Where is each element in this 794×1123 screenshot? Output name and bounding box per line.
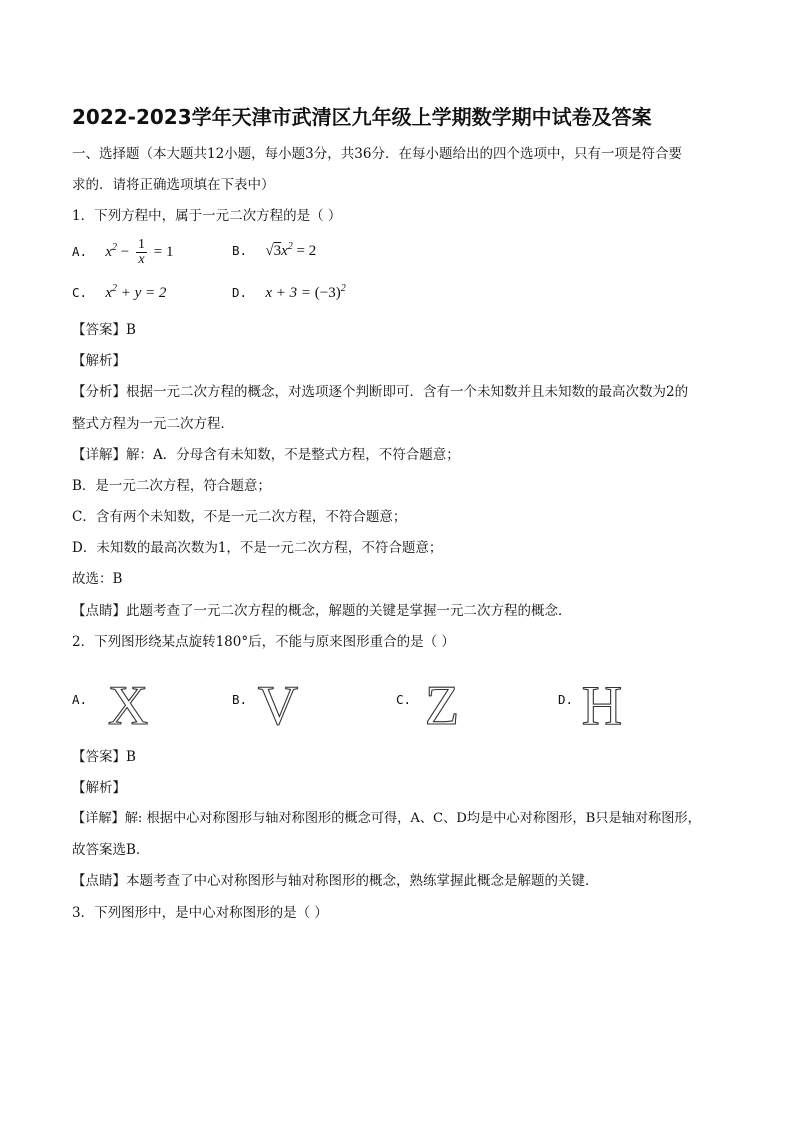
- q1-choice: 故选：B: [72, 571, 123, 587]
- exponent: 2: [287, 241, 293, 252]
- q1-comment: 【点睛】此题考查了一元二次方程的概念，解题的关键是掌握一元二次方程的概念．: [72, 603, 572, 619]
- option-b-formula: [265, 243, 316, 259]
- figure-letter: X: [107, 675, 149, 737]
- formula-lhs: x + 3 =: [265, 285, 315, 301]
- var-x: x: [281, 243, 288, 259]
- letter-h-outline-icon: [581, 675, 623, 737]
- question-3-stem: 3．下列图形中，是中心对称图形的是（ ）: [72, 905, 328, 921]
- figure-letter: H: [581, 675, 623, 737]
- paren-term: (−3): [314, 285, 341, 301]
- q1-detail-line2: B．是一元二次方程，符合题意；: [72, 478, 271, 494]
- option-label: D.: [558, 692, 574, 707]
- denominator: x: [138, 252, 145, 267]
- q2-answer: 【答案】B: [72, 749, 136, 765]
- question-2-stem: 2．下列图形绕某点旋转180°后，不能与原来图形重合的是（ ）: [72, 634, 455, 650]
- q1-option-c: [72, 285, 166, 302]
- figure-letter: V: [257, 675, 299, 737]
- q2-detail-line1: 【详解】解: 根据中心对称图形与轴对称图形的概念可得，A、C、D均是中心对称图形，B只是轴对称图形，: [72, 811, 701, 826]
- q1-detail-line4: D．未知数的最高次数为1，不是一元二次方程，不符合题意；: [72, 540, 443, 556]
- option-d-formula: [265, 285, 345, 301]
- option-label: B.: [232, 243, 248, 258]
- option-label: B.: [232, 692, 248, 707]
- q1-fenxi-line2: 整式方程为一元二次方程．: [72, 416, 234, 432]
- q2-detail-line2: 故答案选B．: [72, 842, 150, 858]
- q2-option-c: [396, 675, 516, 737]
- var-x: x: [105, 243, 113, 260]
- q1-option-b: [232, 243, 316, 260]
- q2-option-a: [72, 675, 192, 737]
- q1-analysis-tag: 【解析】: [72, 353, 126, 369]
- equals-rhs: = 2: [292, 243, 317, 259]
- option-label: D.: [232, 285, 248, 300]
- option-c-formula: [105, 285, 166, 301]
- q1-fenxi-line1: 【分析】根据一元二次方程的概念，对选项逐个判断即可．含有一个未知数并且未知数的最高次数为2的: [72, 384, 689, 400]
- q1-detail-line3: C．含有两个未知数，不是一元二次方程，不符合题意；: [72, 509, 407, 525]
- option-label: A.: [72, 692, 88, 707]
- var-x: x: [105, 285, 113, 301]
- section-heading-cont: 求的．请将正确选项填在下表中）: [72, 177, 275, 193]
- letter-v-outline-icon: [257, 675, 299, 737]
- letter-z-outline-icon: [424, 675, 460, 737]
- figure-letter: Z: [424, 675, 460, 737]
- fraction: [136, 238, 147, 267]
- letter-x-outline-icon: [107, 675, 149, 737]
- option-label: A.: [72, 243, 88, 259]
- q2-analysis-tag: 【解析】: [72, 780, 126, 796]
- q2-option-d: [558, 675, 678, 737]
- option-label: C.: [72, 285, 88, 300]
- option-a-formula: [105, 237, 174, 267]
- option-label: C.: [396, 692, 412, 707]
- exponent: 2: [340, 283, 346, 294]
- equals-rhs: = 1: [150, 243, 174, 260]
- exponent: 2: [112, 241, 118, 253]
- q1-answer: 【答案】B: [72, 322, 136, 338]
- question-1-stem: 1．下列方程中，属于一元二次方程的是（ ）: [72, 208, 342, 224]
- q1-detail-line1: 【详解】解：A．分母含有未知数，不是整式方程，不符合题意；: [72, 447, 460, 463]
- exponent: 2: [112, 283, 118, 294]
- q2-comment: 【点睛】本题考查了中心对称图形与轴对称图形的概念，熟练掌握此概念是解题的关键．: [72, 873, 599, 889]
- q1-option-a: [72, 238, 173, 267]
- document-title: 2022-2023学年天津市武清区九年级上学期数学期中试卷及答案: [72, 105, 652, 129]
- sqrt-symbol: √3: [265, 243, 282, 259]
- q1-option-d: [232, 285, 346, 302]
- radicand: 3: [273, 243, 282, 259]
- q2-option-b: [232, 675, 352, 737]
- section-heading: 一、选择题（本大题共12小题，每小题3分，共36分．在每小题给出的四个选项中，只有一项是符合要: [72, 146, 682, 162]
- numerator: 1: [138, 237, 145, 252]
- minus-sign: −: [117, 243, 133, 260]
- formula-rest: + y = 2: [117, 285, 167, 301]
